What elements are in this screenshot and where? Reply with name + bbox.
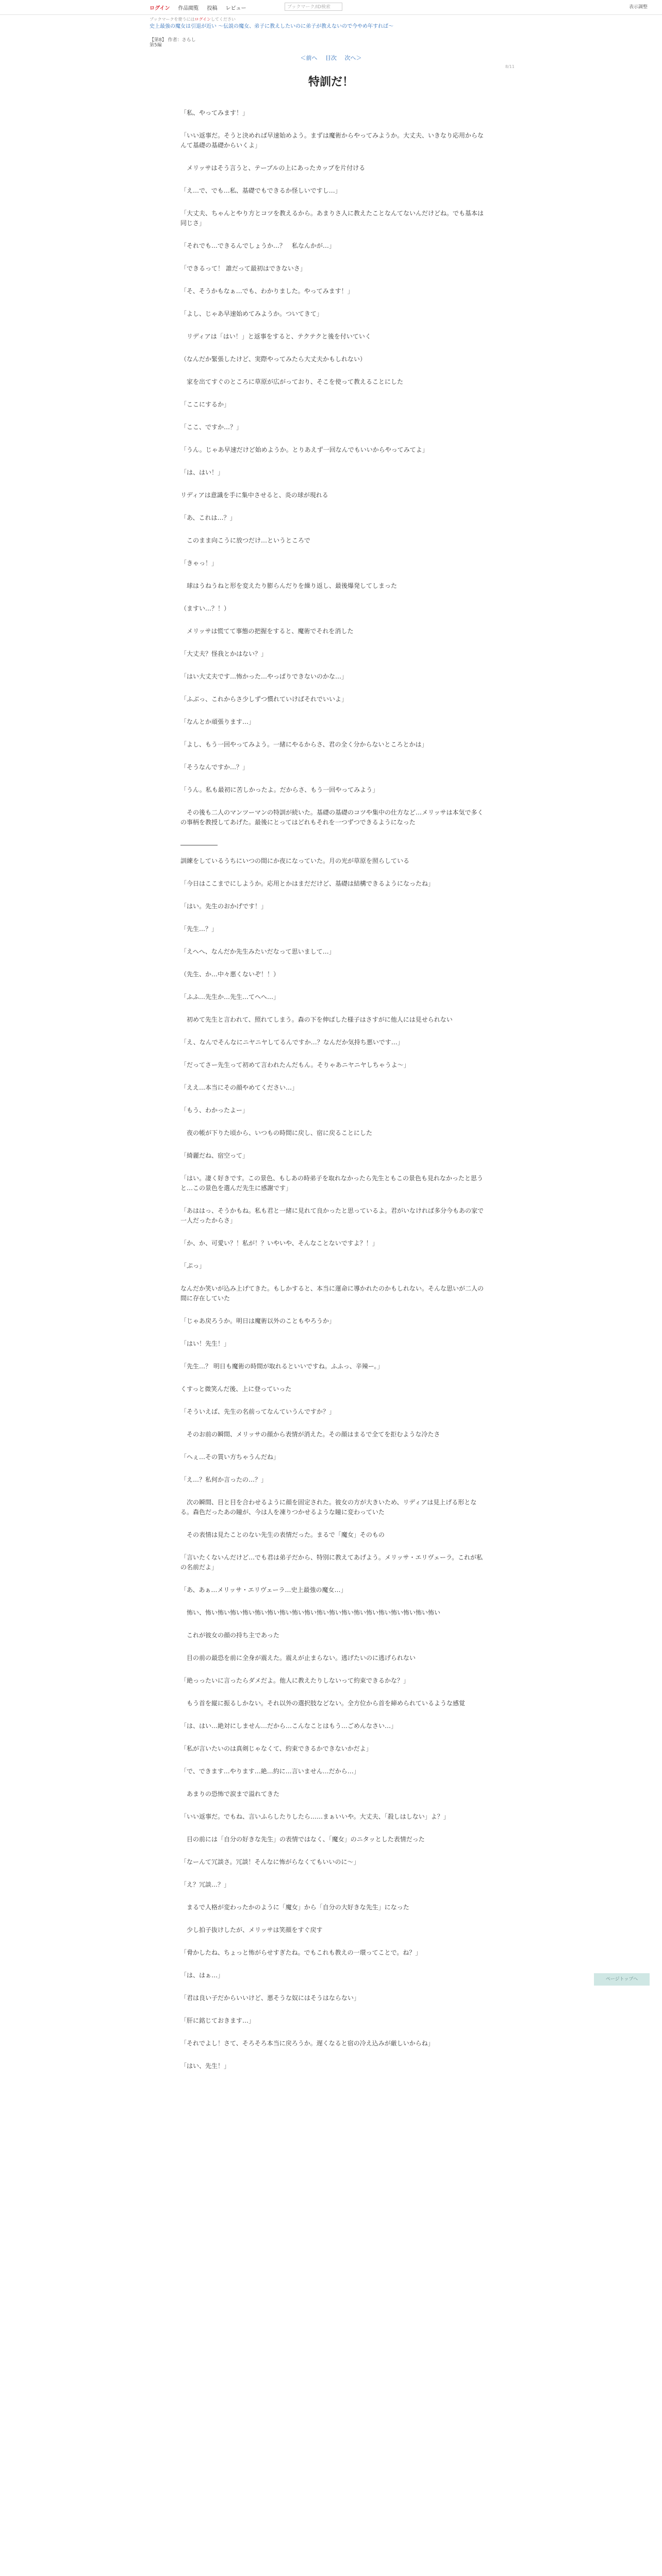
page-top-button[interactable]: ページトップへ xyxy=(594,1973,650,1986)
notice-suffix: してください xyxy=(211,17,236,22)
body-paragraph: 「大丈夫？怪我とかはない？」 xyxy=(180,650,268,657)
body-paragraph: メリッサは慌てて事態の把握をすると、魔術でそれを消した xyxy=(180,628,354,635)
body-paragraph: 「はい。先生のおかげです！」 xyxy=(180,903,268,910)
body-paragraph: 目の前の最恐を前に全身が震えた。震えが止まらない。逃げたいのに逃げられない xyxy=(180,1654,416,1662)
body-paragraph: リディアは「はい！」と返事をすると、テクテクと後を付いていく xyxy=(180,333,371,340)
body-paragraph: 夜の帳が下りた頃から、いつもの時間に戻し、宿に戻ることにした xyxy=(180,1129,373,1137)
body-paragraph: 「いい返事だ。そうと決めれば早速始めよう。まずは魔術からやってみようか。大丈夫、いきなり応用からなんて基礎の基礎からいくよ」 xyxy=(180,132,484,149)
page-count: 8/11 xyxy=(505,64,515,69)
body-paragraph: もう首を縦に振るしかない。それ以外の選択肢などない。全方位から首を締められているような感覚 xyxy=(180,1700,466,1707)
body-paragraph: 「じゃあ戻ろうか。明日は魔術以外のこともやろうか」 xyxy=(180,1317,336,1325)
body-paragraph: 「肝に銘じておきます…」 xyxy=(180,2017,255,2024)
bookmark-notice xyxy=(150,16,236,22)
nav-browse[interactable]: 作品閲覧 xyxy=(178,6,199,11)
body-paragraph: 「ここにするか」 xyxy=(180,401,230,408)
body-paragraph: 「え…で、でも…私、基礎でもできるか怪しいですし…」 xyxy=(180,187,341,194)
body-paragraph: 「はい、先生！」 xyxy=(180,2062,230,2070)
body-paragraph: 「いい返事だ。でもね、言いふらしたりしたら……まぁいいや。大丈夫、「殺しはしない」よ？」 xyxy=(180,1813,450,1820)
body-paragraph: 「先生…？ 明日も魔術の時間が取れるといいですね。ふふっ、辛辣ー。」 xyxy=(180,1363,384,1370)
nav-login[interactable]: ログイン xyxy=(150,6,170,11)
body-paragraph: 「あ、これは…？」 xyxy=(180,514,236,521)
body-paragraph: リディアは意識を手に集中させると、炎の球が現れる xyxy=(180,492,328,499)
display-settings-button[interactable]: 表示調整 xyxy=(628,5,648,10)
body-paragraph: 「はい。凄く好きです。この景色、もしあの時弟子を取れなかったら先生ともこの景色も見れなかったと思うと…この景色を選んだ先生に感謝です」 xyxy=(180,1175,484,1192)
body-paragraph: 「できるって！ 誰だって最初はできないさ」 xyxy=(180,265,306,272)
body-paragraph: 「は、はい…絶対にしません…だから…こんなことはもう…ごめんなさい…」 xyxy=(180,1722,398,1730)
body-paragraph: 「私、やってみます！」 xyxy=(180,109,249,116)
body-paragraph: 球はうねうねと形を変えたり膨らんだりを繰り返し、最後爆発してしまった xyxy=(180,582,398,589)
body-paragraph: 「ええ…本当にその顔やめてください…」 xyxy=(180,1084,299,1091)
nav-review[interactable]: レビュー xyxy=(225,6,246,11)
header-nav xyxy=(150,4,255,11)
body-paragraph: 「ふふ…先生か…先生…てへへ…」 xyxy=(180,993,280,1001)
body-paragraph: 「今日はここまでにしようか。応用とかはまだだけど、基礎は結構できるようになったね」 xyxy=(180,880,435,887)
body-paragraph: あまりの恐怖で涙まで溢れてきた xyxy=(180,1790,280,1798)
body-paragraph: 「で、できます…やります…絶…約に…言いません…だから…」 xyxy=(180,1768,360,1775)
body-paragraph: 「きゃっ！」 xyxy=(180,560,218,567)
nav-post[interactable]: 投稿 xyxy=(207,6,218,11)
body-paragraph: 「あ、あぁ…メリッサ・エリヴェーラ…史上最強の魔女…」 xyxy=(180,1586,347,1594)
notice-prefix: ブックマークを使うには xyxy=(150,17,195,22)
chapter-number: 【第8】 作者：さらし xyxy=(150,38,196,43)
chapter-title: 特訓だ！ xyxy=(308,76,354,89)
body-paragraph: 「綺麗だね、宿空って」 xyxy=(180,1152,249,1159)
novel-body xyxy=(180,108,485,2084)
next-link[interactable]: 次へ＞ xyxy=(344,55,362,61)
body-paragraph: 怖い、怖い怖い怖い怖い怖い怖い怖い怖い怖い怖い怖い怖い怖い怖い怖い怖い怖い怖い怖い xyxy=(180,1609,441,1616)
body-paragraph: まるで人格が変わったかのように「魔女」から「自分の大好きな先生」になった xyxy=(180,1904,409,1911)
body-paragraph: 「は、はぁ…」 xyxy=(180,1972,224,1979)
body-paragraph: ―――――― xyxy=(180,841,218,849)
body-paragraph: 少し拍子抜けしたが、メリッサは笑顔をすぐ戻す xyxy=(180,1926,323,1934)
body-paragraph: くすっと微笑んだ後、上に登っていった xyxy=(180,1385,292,1393)
body-paragraph: 「へぇ…その質い方ちゃうんだね」 xyxy=(180,1453,280,1461)
body-paragraph: （ますい…？！） xyxy=(180,605,230,612)
body-paragraph: 「ここ、ですか…？」 xyxy=(180,423,243,431)
body-paragraph: （先生、か…中々悪くないぞ！！） xyxy=(180,971,280,978)
body-paragraph: その表情は見たことのない先生の表情だった。まるで「魔女」そのもの xyxy=(180,1531,385,1538)
body-paragraph: 訓練をしているうちにいつの間にか夜になっていた。月の光が草原を照らしている xyxy=(180,857,410,865)
body-paragraph: 「先生…？」 xyxy=(180,925,218,933)
body-paragraph: 「それでよし！さて、そろそろ本当に戻ろうか。遅くなると宿の冷え込みが厳しいからね」 xyxy=(180,2040,434,2047)
body-paragraph: 「うん。じゃあ早速だけど始めようか。とりあえず一回なんでもいいからやってみてよ」 xyxy=(180,446,428,453)
body-paragraph: 「そういえば、先生の名前ってなんていうんですか？」 xyxy=(180,1408,336,1415)
series-title-link[interactable]: 史上最強の魔女は引退が近い ～伝説の魔女、弟子に教えしたいのに弟子が教えないので今やめ年すれば～ xyxy=(150,24,394,29)
body-paragraph: 「ふぶっ、これからさ少しずつ慣れていけばそれでいいよ」 xyxy=(180,696,348,703)
body-paragraph: 「脅かしたね、ちょっと怖がらせすぎたね。でもこれも教えの一環ってことで。ね？」 xyxy=(180,1949,422,1956)
body-paragraph: 「え、なんでそんなにニヤニヤしてるんですか…？なんだか気持ち悪いです…」 xyxy=(180,1039,404,1046)
body-paragraph: 家を出てすぐのところに草原が広がっており、そこを使って教えることにした xyxy=(180,378,404,385)
body-paragraph: このまま向こうに放つだけ…というところで xyxy=(180,537,310,544)
body-paragraph: そのお前の瞬間、メリッサの顔から表情が消えた。その顔はまるで全てを拒むような冷たさ xyxy=(180,1431,440,1438)
body-paragraph: 「絶っったいに言ったらダメだよ。他人に教えたりしないって約束できるかな？」 xyxy=(180,1677,410,1684)
body-paragraph: 「そ、そうかもなぁ…でも、わかりました。やってみます！」 xyxy=(180,287,354,295)
notice-login-link[interactable]: ログイン xyxy=(194,17,211,22)
pager-top xyxy=(0,54,662,62)
body-paragraph: 「えへへ、なんだか先生みたいだなって思いまして…」 xyxy=(180,948,335,955)
body-paragraph: 「君は良い子だからいいけど、悪そうな奴にはそうはならない」 xyxy=(180,1994,360,2002)
body-paragraph: 「か、か、可愛い？！私が！？いやいや、そんなことないですよ？！」 xyxy=(180,1240,378,1247)
body-paragraph: メリッサはそう言うと、テーブルの上にあったカップを片付ける xyxy=(180,164,366,172)
body-paragraph: 「はい大丈夫です…怖かった…やっぱりできないのかな…」 xyxy=(180,673,348,680)
body-paragraph: 目の前には「自分の好きな先生」の表情ではなく、「魔女」のニタッとした表情だった xyxy=(180,1836,425,1843)
index-link[interactable]: 目次 xyxy=(325,55,337,61)
body-paragraph: 「それでも…できるんでしょうか…？ 私なんかが…」 xyxy=(180,242,336,249)
body-paragraph: なんだか笑いが込み上げてきた。もしかすると、本当に運命に導かれたのかもしれない。そんな思いが二人の間に存在していた xyxy=(180,1285,484,1302)
body-paragraph: 「だってさー先生って初めて言われたんだもん。そりゃあニヤニヤしちゃうよ～」 xyxy=(180,1061,410,1069)
body-paragraph: 「あははっ、そうかもね。私も君と一緒に見れて良かったと思っているよ。君がいなければ多分今もあの家で一人だったからさ」 xyxy=(180,1207,484,1224)
body-paragraph: 「大丈夫、ちゃんとやり方とコツを教えるから。あまりさ人に教えたことなんてないんだけどね。でも基本は同じさ」 xyxy=(180,210,484,227)
search-input[interactable]: ブックマーク/ID検索 xyxy=(285,3,342,11)
body-paragraph: その後も二人のマンツーマンの特訓が続いた。基礎の基礎のコツや集中の仕方など…メリッサは本気で多くの事柄を教授してあげた。最後にとってはどれもそれを一つずつできるようになった xyxy=(180,809,484,826)
body-paragraph: 「なんとか頑張ります…」 xyxy=(180,718,255,725)
body-paragraph: 「よし、じゃあ早速始めてみようか。ついてきて」 xyxy=(180,310,323,317)
top-bar xyxy=(0,0,662,15)
body-paragraph: 「そうなんですか…？」 xyxy=(180,764,249,771)
body-paragraph: 「はい！先生！」 xyxy=(180,1340,230,1347)
body-paragraph: 初めて先生と言われて、照れてしまう。森の下を伸ばした様子はさすがに他人には見せられない xyxy=(180,1016,453,1023)
body-paragraph: 「言いたくないんだけど…でも君は弟子だから、特別に教えてあげよう。メリッサ・エリヴェーラ。これが私の名前だよ」 xyxy=(180,1554,483,1571)
body-paragraph: 「うん。私も最初に苦しかったよ。だからさ、もう一回やってみよう」 xyxy=(180,786,379,793)
body-paragraph: 「は、はい！」 xyxy=(180,469,224,476)
body-paragraph: 「なーんて冗談さ。冗談！そんなに怖がらなくてもいいのに～」 xyxy=(180,1858,360,1866)
body-paragraph: 「私が言いたいのは真剣じゃなくて、約束できるかできないかだよ」 xyxy=(180,1745,372,1752)
body-paragraph: 「もう、わかったよー」 xyxy=(180,1107,249,1114)
body-paragraph: 「え…？私何か言ったの…？」 xyxy=(180,1476,268,1483)
body-paragraph: これが彼女の顔の持ち主であった xyxy=(180,1632,279,1639)
body-paragraph: 「よし、もう一回やってみよう。一緒にやるからさ、君の全く分からないところとかは」 xyxy=(180,741,428,748)
body-paragraph: （なんだか緊張したけど、実際やってみたら大丈夫かもしれない） xyxy=(180,355,367,363)
body-paragraph: 次の瞬間、目と目を合わせるように顔を固定された。彼女の方が大きいため、リディアは見上げる形となる。森色だったあの瞳が、今は人を凍りつかせるような瞳に変わっていた xyxy=(180,1499,477,1516)
body-paragraph: 「え？冗談…？」 xyxy=(180,1881,230,1888)
prev-link[interactable]: ＜前へ xyxy=(300,55,318,61)
body-paragraph: 「ぷっ」 xyxy=(180,1262,206,1269)
author-name[interactable]: 第5編 xyxy=(150,43,162,48)
